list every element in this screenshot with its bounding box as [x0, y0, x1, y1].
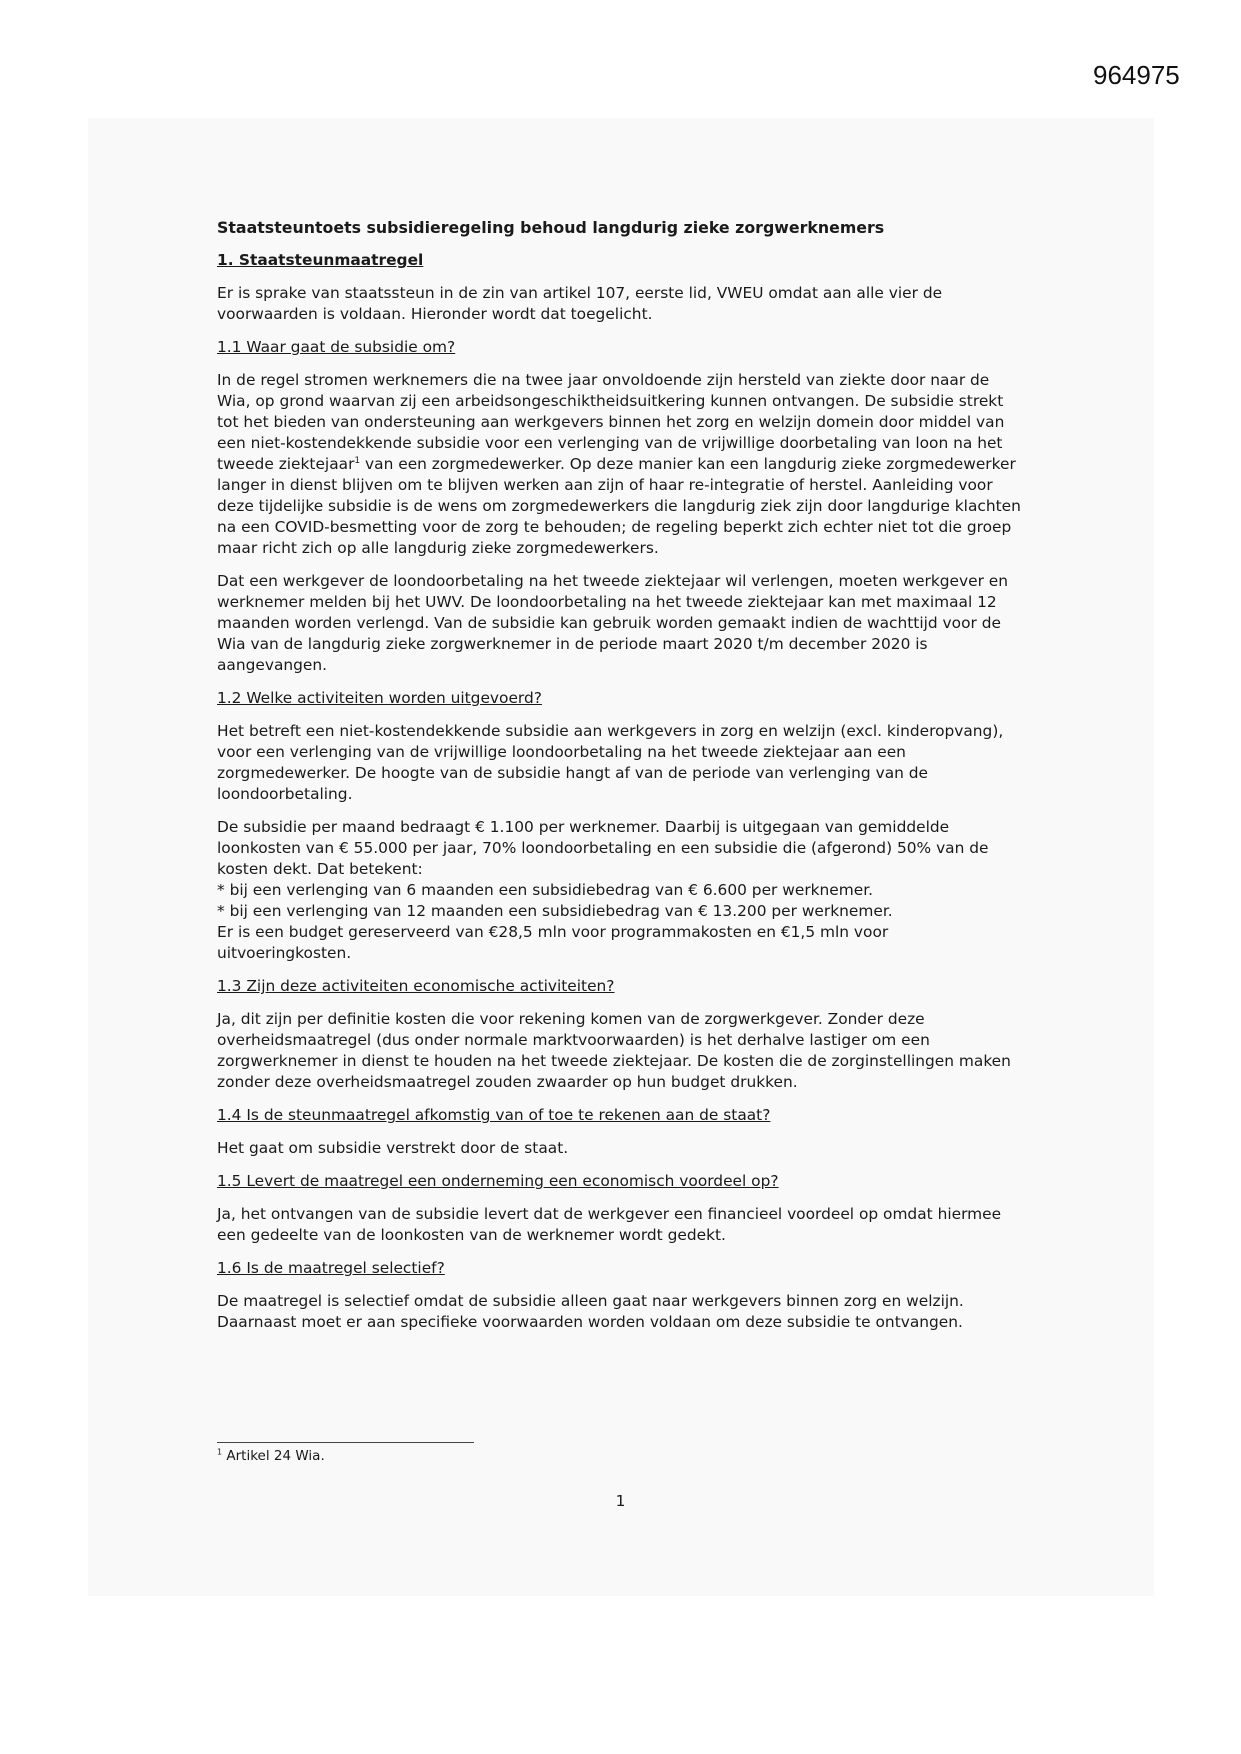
document-id: 964975	[1093, 60, 1180, 90]
paragraph-text: van een zorgmedewerker. Op deze manier kan een langdurig zieke zorgmedewerker langer in dienst blijven om te blijven werken aan zijn of haar re-integratie of herstel. Aanleiding voor deze tijdelijke subsidie is de wens om zorgmedewerkers die langdurig ziek zijn door langdurige klachten na een COVID-besmetting voor de zorg te behouden; de regeling beperkt zich echter niet tot die groep maar richt zich op alle langdurig zieke zorgmedewerkers.	[217, 455, 1021, 557]
section-heading: 1. Staatsteunmaatregel	[217, 251, 424, 269]
footnote-number: 1	[217, 1447, 223, 1457]
document-title: Staatsteuntoets subsidieregeling behoud langdurig zieke zorgwerknemers	[217, 218, 885, 237]
paragraph-1-1-a	[217, 370, 1027, 559]
subsection-heading-1-2: 1.2 Welke activiteiten worden uitgevoerd?	[217, 689, 542, 707]
document-body	[217, 217, 1027, 1345]
footnote	[217, 1448, 325, 1464]
paragraph-1-2-b	[217, 817, 1027, 964]
paragraph-1-5: Ja, het ontvangen van de subsidie levert dat de werkgever een financieel voordeel op omdat hiermee een gedeelte van de loonkosten van de werknemer wordt gedekt.	[217, 1205, 1002, 1244]
footnote-text: Artikel 24 Wia.	[222, 1448, 325, 1464]
list-item: * bij een verlenging van 6 maanden een subsidiebedrag van € 6.600 per werknemer.	[217, 881, 874, 899]
subsection-heading-1-1: 1.1 Waar gaat de subsidie om?	[217, 338, 456, 356]
budget-text: Er is een budget gereserveerd van €28,5 mln voor programmakosten en €1,5 mln voor uitvoeringkosten.	[217, 923, 889, 962]
paragraph-1-1-b: Dat een werkgever de loondoorbetaling na het tweede ziektejaar wil verlengen, moeten werkgever en werknemer melden bij het UWV. De loondoorbetaling na het tweede ziektejaar kan met maximaal 12 maanden worden verlengd. Van de subsidie kan gebruik worden gemaakt indien de wachttijd voor de Wia van de langdurig zieke zorgwerknemer in de periode maart 2020 t/m december 2020 is aangevangen.	[217, 572, 1009, 674]
section-intro: Er is sprake van staatssteun in de zin van artikel 107, eerste lid, VWEU omdat aan alle vier de voorwaarden is voldaan. Hieronder wordt dat toegelicht.	[217, 284, 943, 323]
page-number: 1	[615, 1492, 626, 1510]
paragraph-1-4: Het gaat om subsidie verstrekt door de staat.	[217, 1139, 569, 1157]
subsection-heading-1-3: 1.3 Zijn deze activiteiten economische activiteiten?	[217, 977, 615, 995]
subsection-heading-1-4: 1.4 Is de steunmaatregel afkomstig van of toe te rekenen aan de staat?	[217, 1106, 771, 1124]
subsection-heading-1-6: 1.6 Is de maatregel selectief?	[217, 1259, 445, 1277]
paragraph-text: De subsidie per maand bedraagt € 1.100 per werknemer. Daarbij is uitgegaan van gemiddelde loonkosten van € 55.000 per jaar, 70% loondoorbetaling en een subsidie die (afgerond) 50% van de kosten dekt. Dat betekent:	[217, 818, 989, 878]
footnote-divider	[217, 1442, 474, 1443]
footnote-reference[interactable]: 1	[354, 455, 361, 466]
paragraph-1-3: Ja, dit zijn per definitie kosten die voor rekening komen van de zorgwerkgever. Zonder deze overheidsmaatregel (dus onder normale marktvoorwaarden) is het derhalve lastiger om een zorgwerknemer in dienst te houden na het tweede ziektejaar. De kosten die de zorginstellingen maken zonder deze overheidsmaatregel zouden zwaarder op hun budget drukken.	[217, 1010, 1011, 1091]
subsection-heading-1-5: 1.5 Levert de maatregel een onderneming een economisch voordeel op?	[217, 1172, 779, 1190]
list-item: * bij een verlenging van 12 maanden een subsidiebedrag van € 13.200 per werknemer.	[217, 902, 893, 920]
paragraph-1-2-a: Het betreft een niet-kostendekkende subsidie aan werkgevers in zorg en welzijn (excl. kinderopvang), voor een verlenging van de vrijwillige loondoorbetaling na het tweede ziektejaar aan een zorgmedewerker. De hoogte van de subsidie hangt af van de periode van verlenging van de loondoorbetaling.	[217, 722, 1004, 803]
paragraph-1-6: De maatregel is selectief omdat de subsidie alleen gaat naar werkgevers binnen zorg en welzijn. Daarnaast moet er aan specifieke voorwaarden worden voldaan om deze subsidie te ontvangen.	[217, 1292, 964, 1331]
paragraph-text: In de regel stromen werknemers die na twee jaar onvoldoende zijn hersteld van ziekte door naar de Wia, op grond waarvan zij een arbeidsongeschiktheidsuitkering kunnen ontvangen. De subsidie strekt tot het bieden van ondersteuning aan werkgevers binnen het zorg en welzijn domein door middel van een niet-kostendekkende subsidie voor een verlenging van de vrijwillige doorbetaling van loon na het tweede ziektejaar	[217, 371, 1005, 473]
